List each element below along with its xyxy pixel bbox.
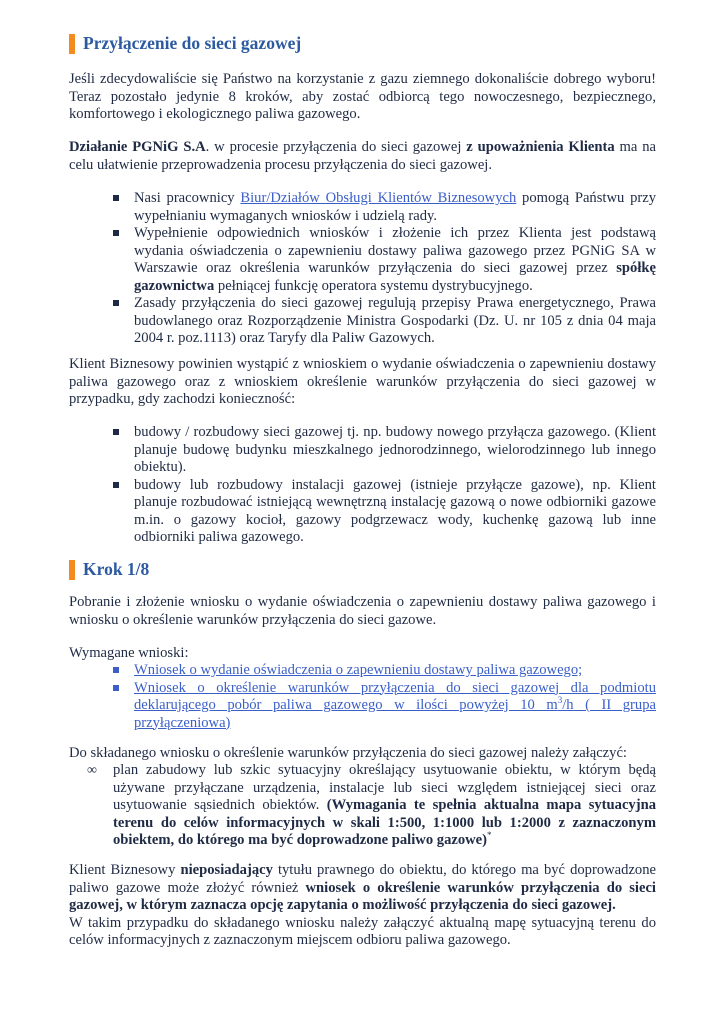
square-bullet-icon xyxy=(113,482,119,488)
action-paragraph xyxy=(69,139,656,174)
square-bullet-icon xyxy=(113,195,119,201)
link-text: /h ( II grupa przyłączeniowa) xyxy=(134,697,656,731)
list-item xyxy=(69,424,656,477)
intro-paragraph: Jeśli zdecydowaliście się Państwo na korzystanie z gazu ziemnego dokonaliście dobrego wyboru! Teraz pozostało jedynie 8 kroków, aby zostać odbiorcą tego nowoczesnego, bezpiecznego, komfortowego i ekologicznego paliwa gazowego. xyxy=(69,71,656,122)
item-text: Wypełnienie odpowiednich wniosków i złożenie ich przez Klienta jest podstawą wydania oświadczenia o zapewnieniu dostawy paliwa gazowego przez PGNiG SA w Warszawie oraz określenia warunków przyłączenia do sieci gazowej przez xyxy=(134,225,656,276)
connection-conditions-form-link[interactable] xyxy=(134,680,656,731)
action-bold-company: Działanie PGNiG S.A xyxy=(69,139,206,155)
list-item xyxy=(69,295,656,348)
item-text: plan zabudowy lub szkic sytuacyjny określający usytuowanie obiektu, w którym będą używane przyłączane urządzenia, instalacje lub sieci względem istniejącej sieci oraz usytuowanie sąsiednich obiektów. xyxy=(113,762,656,813)
item-text: pomogą Państwu przy wypełnianiu wymaganych wniosków i udzielą rady. xyxy=(134,190,656,224)
square-bullet-icon xyxy=(113,230,119,236)
attach-paragraph: Do składanego wniosku o określenie warunków przyłączenia do sieci gazowej należy załączyć: xyxy=(69,745,627,761)
list-item xyxy=(69,477,656,547)
heading-text: Przyłączenie do sieci gazowej xyxy=(83,33,302,54)
accent-bar xyxy=(69,34,75,54)
heading-text: Krok 1/8 xyxy=(83,559,150,580)
footnote-marker: * xyxy=(487,830,492,841)
final-paragraph-note: W takim przypadku do składanego wniosku należy załączyć aktualną mapę sytuacyjną terenu do celów informacyjnych z zaznaczonym miejscem odbioru paliwa gazowego. xyxy=(69,914,656,948)
item-text: pełniącej funkcję operatora systemu dystrybucyjnego. xyxy=(214,277,533,294)
final-bold: nieposiadający xyxy=(180,862,273,878)
list-item xyxy=(69,762,656,850)
step-paragraph: Pobranie i złożenie wniosku o wydanie oświadczenia o zapewnieniu dostawy paliwa gazowego i wniosku o określenie warunków przyłączenia do sieci gazowe. xyxy=(69,594,656,628)
item-text: Nasi pracownicy xyxy=(134,190,241,206)
link-text: Wniosek o określenie warunków przyłączenia do sieci gazowej dla podmiotu deklarującego pobór paliwa gazowego w ilości powyżej 10 m xyxy=(134,679,656,713)
final-text: Klient Biznesowy xyxy=(69,862,181,878)
action-bold-authorization: z upoważnienia Klienta xyxy=(466,139,615,155)
square-bullet-icon xyxy=(113,300,119,306)
item-text: budowy / rozbudowy sieci gazowej tj. np. budowy nowego przyłącza gazowego. (Klient planuje budowę budynku mieszkalnego jednorodzinnego, wielorodzinnego lub innego obiektu). xyxy=(134,424,656,475)
attachment-list xyxy=(69,762,656,850)
service-list xyxy=(69,190,656,348)
section-heading-step xyxy=(69,560,149,580)
accent-bar xyxy=(69,560,75,580)
client-paragraph: Klient Biznesowy powinien wystąpić z wnioskiem o wydanie oświadczenia o zapewnieniu dostawy paliwa gazowego oraz z wnioskiem określenie warunków przyłączenia do sieci gazowej w przypadku, gdy zachodzi konieczność: xyxy=(69,356,656,407)
item-bold-text: spółkę gazownictwa xyxy=(134,260,656,294)
list-item xyxy=(69,680,656,733)
superscript: 3 xyxy=(557,695,563,706)
item-text: Zasady przyłączenia do sieci gazowej regulują przepisy Prawa energetycznego, Prawa budowlanego oraz Rozporządzenie Ministra Gospodarki (Dz. U. nr 105 z dnia 04 maja 2004 r. poz.1113) oraz Taryfy dla Paliw Gazowych. xyxy=(134,295,656,346)
customer-offices-link[interactable]: Biur/Działów Obsługi Klientów Biznesowych xyxy=(240,190,517,206)
conditions-list xyxy=(69,424,656,547)
action-text-1: . w procesie przyłączenia do sieci gazowej xyxy=(205,139,467,155)
infinity-bullet-icon: ∞ xyxy=(87,763,97,778)
required-forms-list xyxy=(69,662,656,732)
item-bold-text: (Wymagania te spełnia aktualna mapa sytuacyjna terenu do celów informacyjnych w skali 1:500, 1:1000 lub 1:2000 z zaznaczonym obiektem, do którego ma być doprowadzone paliwo gazowe) xyxy=(113,797,656,848)
item-text: budowy lub rozbudowy instalacji gazowej (istnieje przyłącze gazowe), np. Klient planuje rozbudować istniejącą wewnętrzną instalację gazową o nowe odbiorniki gazowe m.in. o gazowy kocioł, gazowy podgrzewacz wody, kuchenkę gazową lub inne odbiorniki paliwa gazowego. xyxy=(134,476,656,545)
action-text-2: ma na celu ułatwienie przeprowadzenia procesu przyłączenia do sieci gazowej. xyxy=(69,139,657,173)
supply-statement-form-link[interactable]: Wniosek o wydanie oświadczenia o zapewnieniu dostawy paliwa gazowego; xyxy=(134,662,583,678)
final-paragraph-main xyxy=(69,862,656,915)
list-item xyxy=(69,190,656,225)
list-item xyxy=(69,225,656,295)
section-heading-connection xyxy=(69,34,301,54)
square-bullet-icon xyxy=(113,685,119,691)
final-paragraph xyxy=(69,862,656,950)
required-label: Wymagane wnioski: xyxy=(69,645,189,661)
final-text: tytułu prawnego do obiektu, do którego ma być doprowadzone paliwo gazowe może złożyć również xyxy=(69,862,656,896)
square-bullet-icon xyxy=(113,429,119,435)
square-bullet-icon xyxy=(113,667,119,673)
final-bold: wniosek o określenie warunków przyłączenia do sieci gazowej, w którym zaznacza opcję zapytania o możliwość przyłączenia do sieci gazowej. xyxy=(69,879,656,913)
list-item xyxy=(69,662,656,680)
